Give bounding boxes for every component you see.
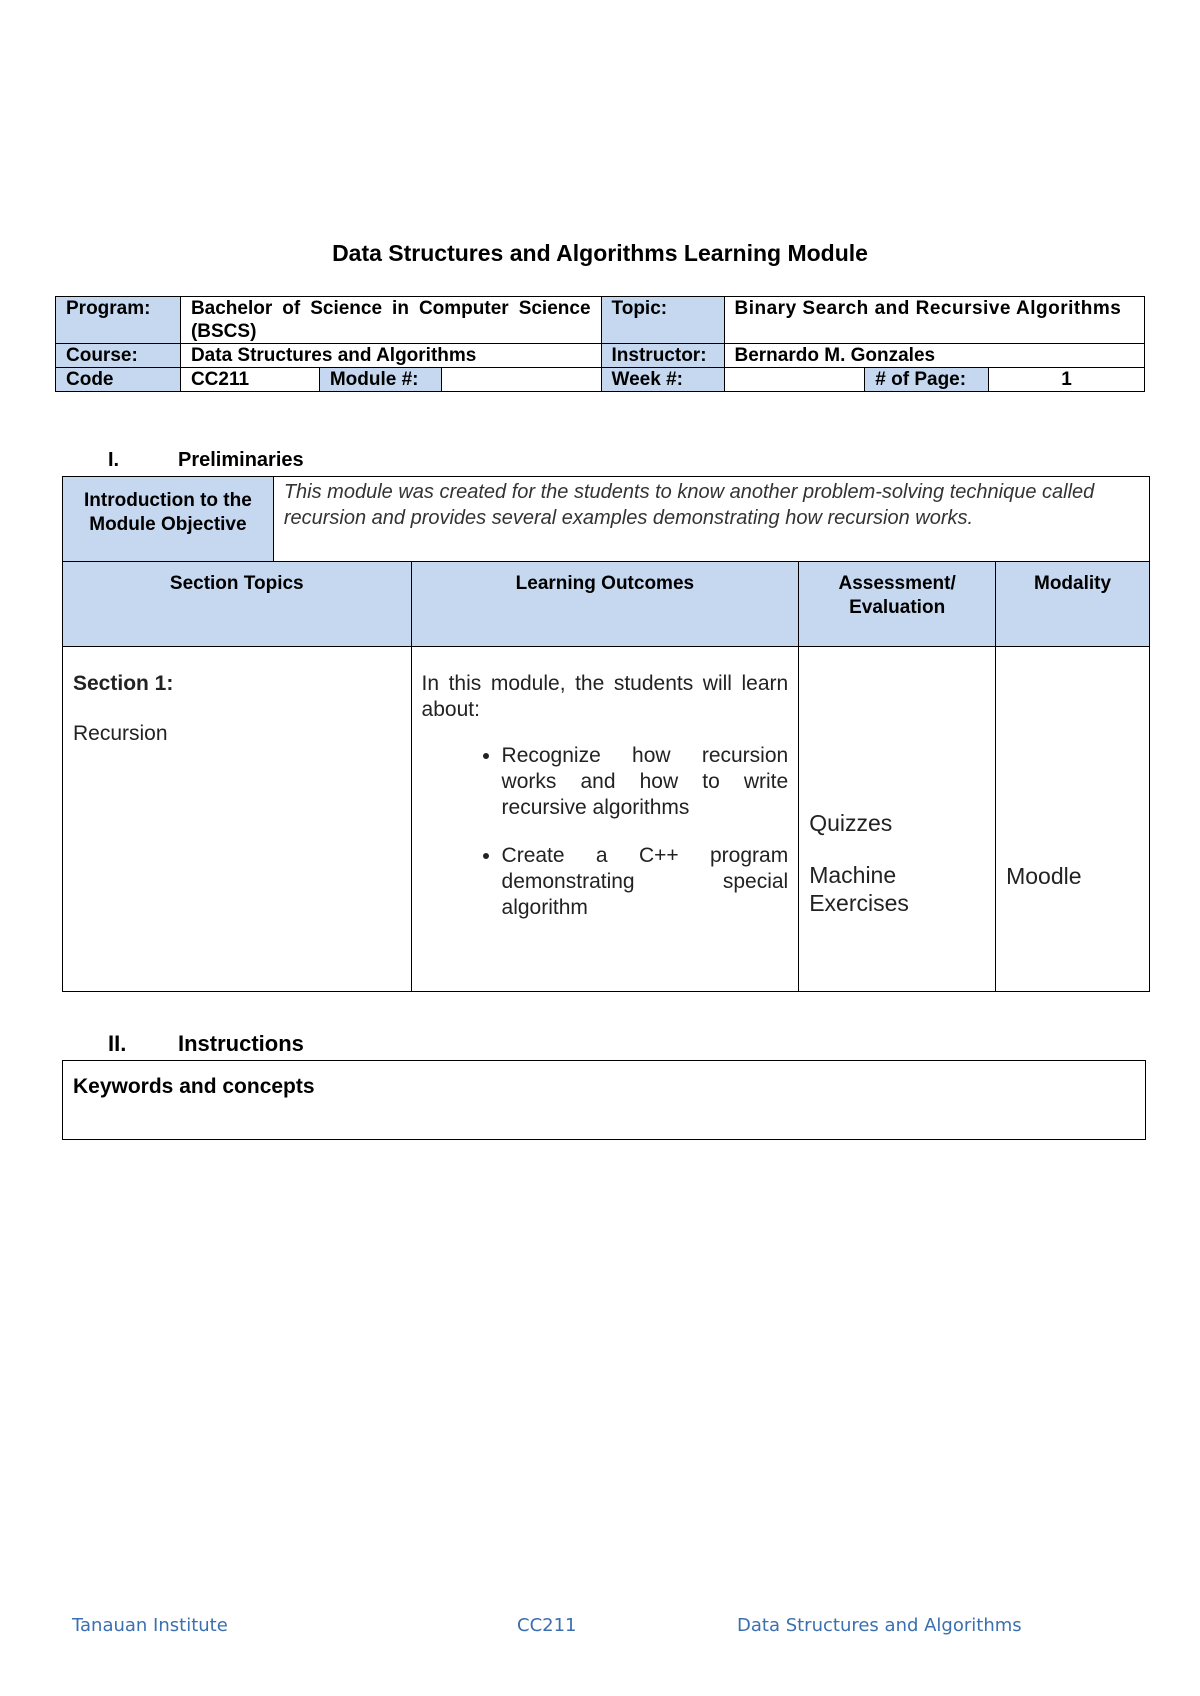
program-value: Bachelor of Science in Computer Science (BSCS) — [180, 297, 601, 344]
module-label: Module #: — [319, 368, 441, 392]
document-title: Data Structures and Algorithms Learning Module — [332, 240, 868, 266]
code-label: Code — [56, 368, 181, 392]
header-learning-outcomes: Learning Outcomes — [411, 562, 799, 647]
week-value — [724, 368, 865, 392]
instructor-value: Bernardo M. Gonzales — [724, 344, 1145, 368]
outcome-item: • Create a C++ program demonstrating special algorithm — [502, 843, 789, 921]
footer-course-code: CC211 — [517, 1615, 577, 1636]
header-modality: Modality — [996, 562, 1150, 647]
footer-institution: Tanauan Institute — [72, 1615, 228, 1636]
outcomes-intro: In this module, the students will learn about: — [421, 672, 789, 721]
week-label: Week #: — [601, 368, 724, 392]
topic-label: Topic: — [601, 297, 724, 344]
module-value — [441, 368, 601, 392]
preliminaries-table — [62, 476, 1150, 992]
intro-objective-text: This module was created for the students to know another problem-solving technique called recursion and provides several examples demonstrating how recursion works. — [273, 477, 1149, 562]
outcomes-list — [422, 743, 789, 921]
topic-value: Binary Search and Recursive Algorithms — [724, 297, 1145, 344]
section-title: Section 1: — [73, 672, 174, 695]
header-section-topics: Section Topics — [63, 562, 412, 647]
assessment-item: Machine Exercises — [809, 862, 909, 916]
module-info-table — [55, 296, 1145, 392]
preliminaries-heading — [108, 449, 304, 472]
course-value: Data Structures and Algorithms — [180, 344, 601, 368]
section-topic: Recursion — [73, 722, 168, 745]
modality-value: Moodle — [1006, 863, 1082, 889]
outcome-item: • Recognize how recursion works and how to write recursive algorithms — [502, 743, 789, 821]
instructions-table — [62, 1060, 1146, 1140]
intro-objective-label: Introduction to the Module Objective — [63, 477, 274, 562]
instructor-label: Instructor: — [601, 344, 724, 368]
pages-value: 1 — [989, 368, 1145, 392]
section-topics-cell — [63, 647, 412, 992]
instructions-number: II. — [108, 1031, 127, 1056]
header-assessment: Assessment/ Evaluation — [799, 562, 996, 647]
assessment-item: Quizzes — [809, 810, 893, 836]
course-label: Course: — [56, 344, 181, 368]
keywords-box: Keywords and concepts — [63, 1061, 1146, 1140]
assessment-cell — [799, 647, 996, 992]
pages-label: # of Page: — [865, 368, 989, 392]
preliminaries-title: Preliminaries — [178, 449, 304, 471]
instructions-heading — [108, 1031, 304, 1057]
preliminaries-number: I. — [108, 449, 120, 471]
footer-course-name: Data Structures and Algorithms — [737, 1615, 1022, 1636]
code-value: CC211 — [180, 368, 319, 392]
program-label: Program: — [56, 297, 181, 344]
learning-outcomes-cell — [411, 647, 799, 992]
modality-cell — [996, 647, 1150, 992]
instructions-title: Instructions — [178, 1031, 304, 1056]
